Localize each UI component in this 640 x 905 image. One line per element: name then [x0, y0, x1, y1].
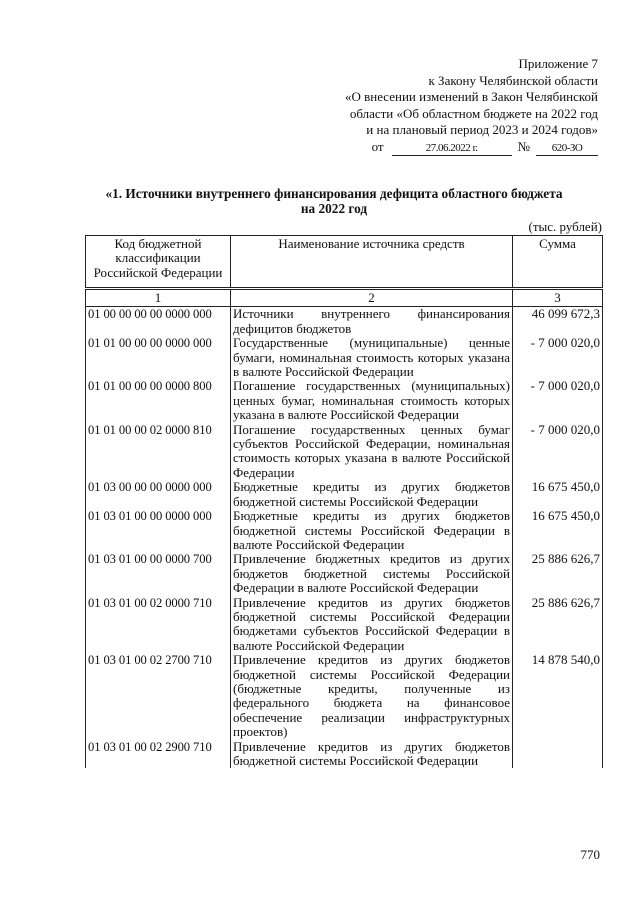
row-name: Источники внутреннего финансирования дефицитов бюджетов	[231, 307, 513, 336]
row-name: Бюджетные кредиты из других бюджетов бюджетной системы Российской Федерации	[231, 480, 513, 509]
title-line-2: на 2022 год	[300, 201, 368, 216]
row-name: Государственные (муниципальные) ценные бумаги, номинальная стоимость которых указана в валюте Российской Федерации	[231, 336, 513, 379]
from-label: от	[371, 138, 384, 154]
header-name: Наименование источника средств	[231, 236, 513, 289]
table-row	[86, 379, 603, 422]
row-name: Привлечение кредитов из других бюджетов бюджетной системы Российской Федерации (бюджетные кредиты, полученные из федерального бюджета на финансовое обеспечение реализации инфраструктурных проектов)	[231, 653, 513, 739]
row-name: Бюджетные кредиты из других бюджетов бюджетной системы Российской Федерации в валюте Российской Федерации	[231, 509, 513, 552]
header-code: Код бюджетной классификации Российской Федерации	[86, 236, 231, 289]
row-name: Привлечение кредитов из других бюджетов бюджетной системы Российской Федерации	[231, 740, 513, 769]
header-line: к Закону Челябинской области	[428, 72, 598, 88]
row-sum: - 7 000 020,0	[513, 423, 603, 481]
row-name: Привлечение бюджетных кредитов из других бюджетов бюджетной системы Российской Федерации в валюте Российской Федерации	[231, 552, 513, 595]
law-number: 620-ЗО	[536, 142, 598, 156]
units-label: (тыс. рублей)	[528, 219, 602, 234]
header-line: и на плановый период 2023 и 2024 годов»	[366, 122, 598, 137]
row-code: 01 03 01 00 02 2900 710	[86, 740, 231, 769]
row-sum: - 7 000 020,0	[513, 336, 603, 379]
row-sum	[513, 740, 603, 769]
row-sum: 16 675 450,0	[513, 509, 603, 552]
law-date-number	[268, 139, 598, 156]
table-row	[86, 336, 603, 379]
header-line: «О внесении изменений в Закон Челябинской	[344, 89, 598, 104]
row-code: 01 03 01 00 02 0000 710	[86, 596, 231, 654]
row-name: Привлечение кредитов из других бюджетов бюджетной системы Российской Федерации бюджетами субъектов Российской Федерации в валюте Российской Федерации	[231, 596, 513, 654]
table-row	[86, 552, 603, 595]
row-sum: 25 886 626,7	[513, 552, 603, 595]
table-row	[86, 596, 603, 654]
law-date: 27.06.2022 г.	[392, 142, 512, 156]
column-number: 1	[86, 289, 231, 307]
header-line: Приложение 7	[518, 56, 598, 71]
table-row	[86, 740, 603, 769]
appendix-header	[268, 56, 598, 156]
row-name: Погашение государственных (муниципальных) ценных бумаг, номинальная стоимость которых указана в валюте Российской Федерации	[231, 379, 513, 422]
column-numbers-row	[86, 289, 603, 307]
table-row	[86, 423, 603, 481]
row-sum: - 7 000 020,0	[513, 379, 603, 422]
document-title	[70, 186, 598, 216]
row-code: 01 01 00 00 00 0000 000	[86, 336, 231, 379]
row-name: Погашение государственных ценных бумаг субъектов Российской Федерации, номинальная стоимость которых указана в валюте Российской Федерации	[231, 423, 513, 481]
header-sum: Сумма	[513, 236, 603, 289]
financing-sources-table	[85, 235, 603, 768]
table-header-row	[86, 236, 603, 289]
number-label: №	[517, 138, 530, 154]
row-sum: 25 886 626,7	[513, 596, 603, 654]
row-sum: 14 878 540,0	[513, 653, 603, 739]
table-row	[86, 480, 603, 509]
page-number: 770	[580, 847, 600, 862]
table-row	[86, 509, 603, 552]
column-number: 2	[231, 289, 513, 307]
row-code: 01 01 00 00 00 0000 800	[86, 379, 231, 422]
row-sum: 16 675 450,0	[513, 480, 603, 509]
row-code: 01 03 01 00 00 0000 700	[86, 552, 231, 595]
row-sum: 46 099 672,3	[513, 307, 603, 336]
header-line: области «Об областном бюджете на 2022 год	[349, 105, 598, 121]
row-code: 01 00 00 00 00 0000 000	[86, 307, 231, 336]
row-code: 01 03 00 00 00 0000 000	[86, 480, 231, 509]
title-line-1: «1. Источники внутреннего финансирования дефицита областного бюджета	[105, 186, 563, 201]
row-code: 01 03 01 00 00 0000 000	[86, 509, 231, 552]
row-code: 01 01 00 00 02 0000 810	[86, 423, 231, 481]
table-row	[86, 653, 603, 739]
column-number: 3	[513, 289, 603, 307]
table-row	[86, 307, 603, 336]
row-code: 01 03 01 00 02 2700 710	[86, 653, 231, 739]
